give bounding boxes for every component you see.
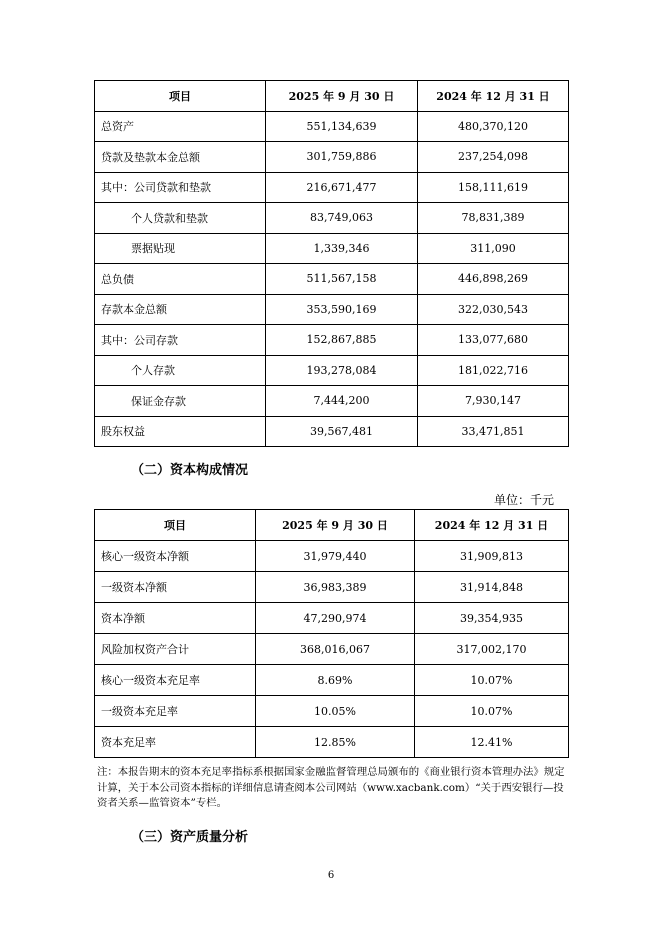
page-number: 6 bbox=[327, 870, 335, 881]
value-2024: 446,898,269 bbox=[418, 264, 569, 295]
header-item: 项目 bbox=[95, 510, 256, 541]
value-2025: 216,671,477 bbox=[266, 172, 418, 203]
table-row bbox=[95, 264, 569, 295]
table-row bbox=[95, 386, 569, 417]
header-date-2024: 2024 年 12 月 31 日 bbox=[415, 510, 569, 541]
row-label: 一级资本充足率 bbox=[95, 696, 256, 727]
header-date-2025: 2025 年 9 月 30 日 bbox=[266, 81, 418, 112]
value-2025: 39,567,481 bbox=[266, 416, 418, 447]
value-2025: 368,016,067 bbox=[256, 634, 415, 665]
value-2025: 12.85% bbox=[256, 727, 415, 758]
row-label: 资本净额 bbox=[95, 603, 256, 634]
row-label: 存款本金总额 bbox=[95, 294, 266, 325]
table-header-row bbox=[95, 81, 569, 112]
value-2025: 152,867,885 bbox=[266, 325, 418, 356]
row-label: 贷款及垫款本金总额 bbox=[95, 142, 266, 173]
unit-label: 单位：千元 bbox=[493, 493, 554, 507]
value-2024: 31,909,813 bbox=[415, 541, 569, 572]
table-row bbox=[95, 416, 569, 447]
value-2025: 83,749,063 bbox=[266, 203, 418, 234]
value-2025: 36,983,389 bbox=[256, 572, 415, 603]
table-row bbox=[95, 665, 569, 696]
header-date-2024: 2024 年 12 月 31 日 bbox=[418, 81, 569, 112]
row-label: 其中：公司存款 bbox=[95, 325, 266, 356]
table-row bbox=[95, 111, 569, 142]
balance-sheet-body bbox=[95, 111, 569, 447]
value-2025: 47,290,974 bbox=[256, 603, 415, 634]
value-2025: 8.69% bbox=[256, 665, 415, 696]
value-2024: 31,914,848 bbox=[415, 572, 569, 603]
table-row bbox=[95, 294, 569, 325]
table-row bbox=[95, 634, 569, 665]
balance-sheet-table bbox=[94, 80, 569, 447]
table-row bbox=[95, 603, 569, 634]
table-row bbox=[95, 325, 569, 356]
value-2024: 7,930,147 bbox=[418, 386, 569, 417]
value-2024: 78,831,389 bbox=[418, 203, 569, 234]
row-label: 核心一级资本充足率 bbox=[95, 665, 256, 696]
value-2025: 353,590,169 bbox=[266, 294, 418, 325]
value-2024: 311,090 bbox=[418, 233, 569, 264]
value-2024: 12.41% bbox=[415, 727, 569, 758]
value-2024: 322,030,543 bbox=[418, 294, 569, 325]
value-2025: 10.05% bbox=[256, 696, 415, 727]
value-2024: 39,354,935 bbox=[415, 603, 569, 634]
value-2024: 133,077,680 bbox=[418, 325, 569, 356]
row-label: 核心一级资本净额 bbox=[95, 541, 256, 572]
row-label: 资本充足率 bbox=[95, 727, 256, 758]
row-label: 票据贴现 bbox=[95, 233, 266, 264]
table-row bbox=[95, 696, 569, 727]
section-title-asset-quality: （三）资产质量分析 bbox=[131, 830, 249, 845]
value-2024: 10.07% bbox=[415, 665, 569, 696]
capital-table bbox=[94, 509, 569, 758]
table-row bbox=[95, 172, 569, 203]
row-label: 个人贷款和垫款 bbox=[95, 203, 266, 234]
value-2025: 1,339,346 bbox=[266, 233, 418, 264]
table-row bbox=[95, 142, 569, 173]
capital-body bbox=[95, 541, 569, 758]
header-item: 项目 bbox=[95, 81, 266, 112]
value-2025: 551,134,639 bbox=[266, 111, 418, 142]
table-row bbox=[95, 541, 569, 572]
row-label: 保证金存款 bbox=[95, 386, 266, 417]
value-2024: 181,022,716 bbox=[418, 355, 569, 386]
row-label: 总负债 bbox=[95, 264, 266, 295]
value-2025: 301,759,886 bbox=[266, 142, 418, 173]
table-row bbox=[95, 355, 569, 386]
row-label: 其中：公司贷款和垫款 bbox=[95, 172, 266, 203]
row-label: 个人存款 bbox=[95, 355, 266, 386]
value-2025: 7,444,200 bbox=[266, 386, 418, 417]
table-row bbox=[95, 233, 569, 264]
row-label: 风险加权资产合计 bbox=[95, 634, 256, 665]
row-label: 总资产 bbox=[95, 111, 266, 142]
footnote: 注：本报告期末的资本充足率指标系根据国家金融监督管理总局颁布的《商业银行资本管理办法》规定计算，关于本公司资本指标的详细信息请查阅本公司网站（www.xacbank.com）“关于西安银行—投资者关系—监管资本”专栏。 bbox=[97, 766, 565, 809]
value-2025: 511,567,158 bbox=[266, 264, 418, 295]
value-2024: 317,002,170 bbox=[415, 634, 569, 665]
section-title-capital: （二）资本构成情况 bbox=[131, 463, 249, 478]
table-row bbox=[95, 572, 569, 603]
table-header-row bbox=[95, 510, 569, 541]
value-2024: 480,370,120 bbox=[418, 111, 569, 142]
row-label: 股东权益 bbox=[95, 416, 266, 447]
value-2024: 158,111,619 bbox=[418, 172, 569, 203]
table-row bbox=[95, 727, 569, 758]
value-2024: 237,254,098 bbox=[418, 142, 569, 173]
value-2024: 10.07% bbox=[415, 696, 569, 727]
row-label: 一级资本净额 bbox=[95, 572, 256, 603]
value-2025: 31,979,440 bbox=[256, 541, 415, 572]
value-2025: 193,278,084 bbox=[266, 355, 418, 386]
table-row bbox=[95, 203, 569, 234]
header-date-2025: 2025 年 9 月 30 日 bbox=[256, 510, 415, 541]
value-2024: 33,471,851 bbox=[418, 416, 569, 447]
